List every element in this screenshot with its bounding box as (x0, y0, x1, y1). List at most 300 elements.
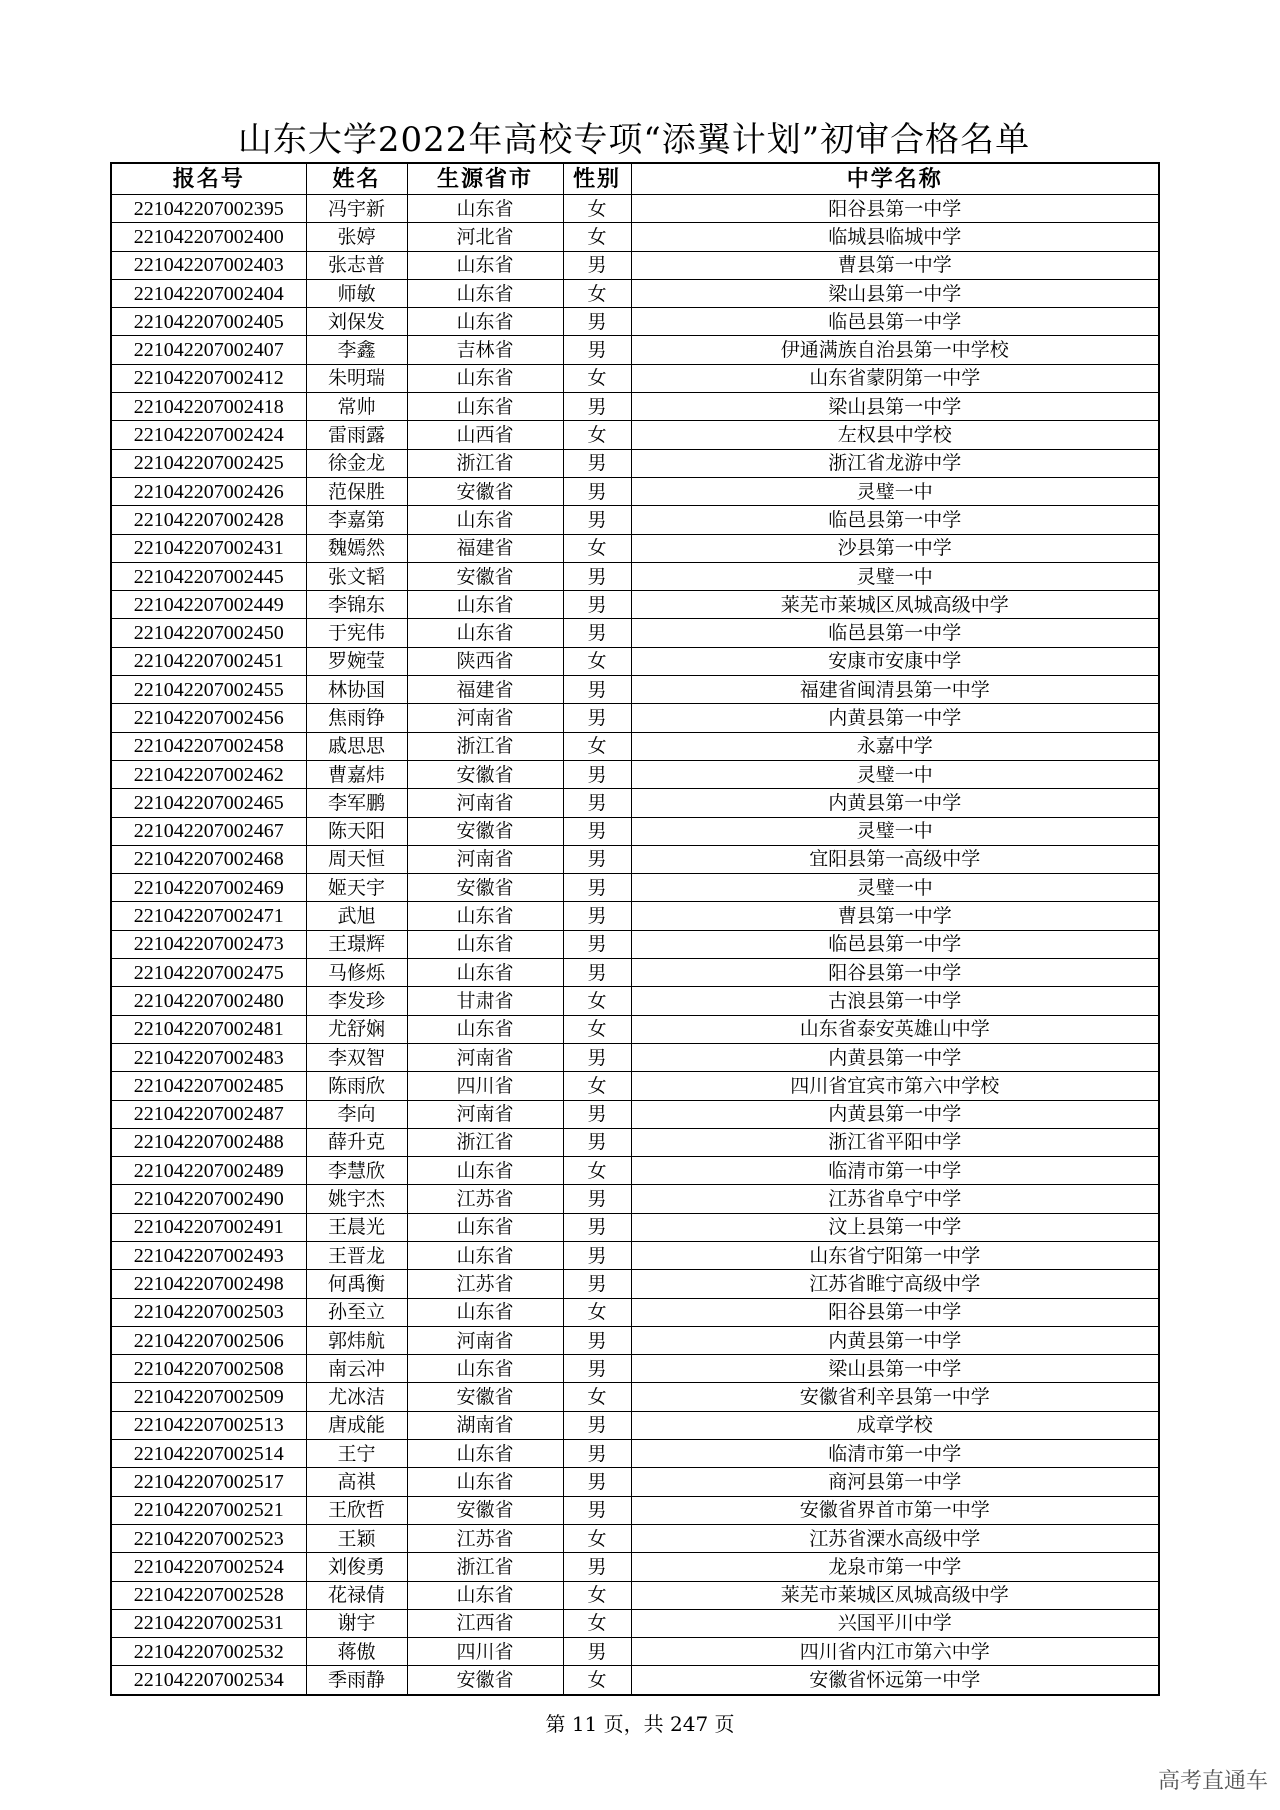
table-row (111, 1298, 1159, 1326)
cell-name: 马修烁 (306, 959, 407, 987)
cell-name: 范保胜 (306, 477, 407, 505)
cell-registration-number: 221042207002405 (111, 308, 306, 336)
table-row (111, 477, 1159, 505)
table-header (111, 163, 1159, 195)
cell-name: 季雨静 (306, 1666, 407, 1695)
cell-registration-number: 221042207002431 (111, 534, 306, 562)
cell-registration-number: 221042207002426 (111, 477, 306, 505)
cell-registration-number: 221042207002465 (111, 789, 306, 817)
cell-province: 江西省 (407, 1609, 563, 1637)
cell-gender: 男 (563, 1100, 631, 1128)
cell-school-name: 浙江省平阳中学 (631, 1128, 1159, 1156)
document-title: 山东大学2022年高校专项“添翼计划”初审合格名单 (237, 120, 1031, 160)
cell-gender: 女 (563, 1015, 631, 1043)
cell-gender: 男 (563, 1553, 631, 1581)
cell-gender: 女 (563, 647, 631, 675)
cell-province: 安徽省 (407, 817, 563, 845)
table-row (111, 902, 1159, 930)
table-row (111, 1638, 1159, 1666)
cell-school-name: 灵璧一中 (631, 874, 1159, 902)
cell-gender: 女 (563, 987, 631, 1015)
table-row (111, 279, 1159, 307)
cell-school-name: 梁山县第一中学 (631, 393, 1159, 421)
cell-name: 王晋龙 (306, 1241, 407, 1269)
table-row (111, 393, 1159, 421)
cell-name: 戚思思 (306, 732, 407, 760)
cell-province: 湖南省 (407, 1411, 563, 1439)
cell-school-name: 安徽省怀远第一中学 (631, 1666, 1159, 1695)
table-row (111, 591, 1159, 619)
table-row (111, 506, 1159, 534)
table-row (111, 845, 1159, 873)
cell-name: 张文韬 (306, 562, 407, 590)
cell-registration-number: 221042207002403 (111, 251, 306, 279)
cell-name: 陈雨欣 (306, 1072, 407, 1100)
cell-school-name: 内黄县第一中学 (631, 1100, 1159, 1128)
cell-gender: 女 (563, 1524, 631, 1552)
cell-province: 河南省 (407, 704, 563, 732)
cell-gender: 男 (563, 1270, 631, 1298)
cell-registration-number: 221042207002485 (111, 1072, 306, 1100)
cell-gender: 男 (563, 1411, 631, 1439)
cell-name: 南云冲 (306, 1355, 407, 1383)
cell-province: 福建省 (407, 676, 563, 704)
cell-name: 张婷 (306, 223, 407, 251)
cell-school-name: 灵璧一中 (631, 760, 1159, 788)
cell-province: 山西省 (407, 421, 563, 449)
cell-gender: 男 (563, 1326, 631, 1354)
cell-gender: 男 (563, 1355, 631, 1383)
cell-gender: 男 (563, 1496, 631, 1524)
cell-gender: 男 (563, 902, 631, 930)
cell-school-name: 商河县第一中学 (631, 1468, 1159, 1496)
table-row (111, 336, 1159, 364)
cell-gender: 男 (563, 1468, 631, 1496)
header-row (111, 163, 1159, 195)
cell-school-name: 莱芜市莱城区凤城高级中学 (631, 1581, 1159, 1609)
header-province: 生源省市 (407, 163, 563, 195)
table-row (111, 534, 1159, 562)
cell-school-name: 宜阳县第一高级中学 (631, 845, 1159, 873)
cell-province: 安徽省 (407, 1666, 563, 1695)
cell-province: 四川省 (407, 1638, 563, 1666)
cell-province: 浙江省 (407, 449, 563, 477)
cell-registration-number: 221042207002517 (111, 1468, 306, 1496)
cell-registration-number: 221042207002481 (111, 1015, 306, 1043)
cell-registration-number: 221042207002475 (111, 959, 306, 987)
header-name: 姓名 (306, 163, 407, 195)
cell-school-name: 江苏省阜宁中学 (631, 1185, 1159, 1213)
cell-province: 河南省 (407, 1326, 563, 1354)
table-row (111, 987, 1159, 1015)
cell-gender: 男 (563, 760, 631, 788)
cell-province: 江苏省 (407, 1524, 563, 1552)
cell-province: 安徽省 (407, 1383, 563, 1411)
cell-name: 姚宇杰 (306, 1185, 407, 1213)
cell-registration-number: 221042207002468 (111, 845, 306, 873)
cell-name: 雷雨露 (306, 421, 407, 449)
table-row (111, 1666, 1159, 1695)
table-row (111, 1468, 1159, 1496)
cell-school-name: 江苏省睢宁高级中学 (631, 1270, 1159, 1298)
table-row (111, 619, 1159, 647)
table-row (111, 1440, 1159, 1468)
cell-school-name: 沙县第一中学 (631, 534, 1159, 562)
cell-province: 山东省 (407, 1355, 563, 1383)
cell-name: 王晨光 (306, 1213, 407, 1241)
cell-name: 花禄倩 (306, 1581, 407, 1609)
cell-province: 山东省 (407, 195, 563, 223)
table-row (111, 223, 1159, 251)
cell-province: 安徽省 (407, 760, 563, 788)
cell-province: 山东省 (407, 364, 563, 392)
cell-registration-number: 221042207002513 (111, 1411, 306, 1439)
cell-province: 山东省 (407, 619, 563, 647)
cell-name: 刘俊勇 (306, 1553, 407, 1581)
cell-school-name: 临邑县第一中学 (631, 308, 1159, 336)
cell-school-name: 曹县第一中学 (631, 902, 1159, 930)
cell-school-name: 阳谷县第一中学 (631, 959, 1159, 987)
cell-province: 浙江省 (407, 1553, 563, 1581)
table-row (111, 930, 1159, 958)
cell-school-name: 伊通满族自治县第一中学校 (631, 336, 1159, 364)
cell-school-name: 临清市第一中学 (631, 1157, 1159, 1185)
table-row (111, 1157, 1159, 1185)
cell-registration-number: 221042207002455 (111, 676, 306, 704)
cell-school-name: 梁山县第一中学 (631, 279, 1159, 307)
cell-province: 山东省 (407, 393, 563, 421)
cell-registration-number: 221042207002467 (111, 817, 306, 845)
cell-name: 李鑫 (306, 336, 407, 364)
table-row (111, 874, 1159, 902)
cell-registration-number: 221042207002531 (111, 1609, 306, 1637)
cell-gender: 男 (563, 251, 631, 279)
cell-province: 四川省 (407, 1072, 563, 1100)
cell-school-name: 灵璧一中 (631, 562, 1159, 590)
cell-school-name: 内黄县第一中学 (631, 1326, 1159, 1354)
table-row (111, 732, 1159, 760)
cell-registration-number: 221042207002473 (111, 930, 306, 958)
cell-gender: 男 (563, 1213, 631, 1241)
cell-name: 张志普 (306, 251, 407, 279)
cell-registration-number: 221042207002498 (111, 1270, 306, 1298)
cell-name: 李发珍 (306, 987, 407, 1015)
page-footer: 第 11 页，共 247 页 (545, 1712, 735, 1736)
table-row (111, 1213, 1159, 1241)
cell-gender: 男 (563, 1043, 631, 1071)
cell-school-name: 阳谷县第一中学 (631, 195, 1159, 223)
cell-name: 王颖 (306, 1524, 407, 1552)
cell-school-name: 江苏省溧水高级中学 (631, 1524, 1159, 1552)
cell-gender: 女 (563, 534, 631, 562)
cell-gender: 男 (563, 1638, 631, 1666)
table-row (111, 364, 1159, 392)
cell-gender: 男 (563, 817, 631, 845)
cell-name: 焦雨铮 (306, 704, 407, 732)
cell-gender: 男 (563, 308, 631, 336)
cell-province: 河南省 (407, 789, 563, 817)
cell-registration-number: 221042207002524 (111, 1553, 306, 1581)
cell-registration-number: 221042207002534 (111, 1666, 306, 1695)
cell-name: 魏嫣然 (306, 534, 407, 562)
cell-name: 武旭 (306, 902, 407, 930)
table-row (111, 1581, 1159, 1609)
cell-name: 李嘉第 (306, 506, 407, 534)
cell-name: 谢宇 (306, 1609, 407, 1637)
cell-registration-number: 221042207002490 (111, 1185, 306, 1213)
cell-school-name: 阳谷县第一中学 (631, 1298, 1159, 1326)
table-row (111, 1411, 1159, 1439)
cell-school-name: 成章学校 (631, 1411, 1159, 1439)
cell-name: 尤舒娴 (306, 1015, 407, 1043)
cell-name: 王璟辉 (306, 930, 407, 958)
cell-registration-number: 221042207002523 (111, 1524, 306, 1552)
cell-school-name: 临邑县第一中学 (631, 619, 1159, 647)
cell-name: 李向 (306, 1100, 407, 1128)
cell-gender: 女 (563, 1383, 631, 1411)
cell-school-name: 莱芜市莱城区凤城高级中学 (631, 591, 1159, 619)
cell-school-name: 曹县第一中学 (631, 251, 1159, 279)
cell-school-name: 山东省宁阳第一中学 (631, 1241, 1159, 1269)
cell-name: 王欣哲 (306, 1496, 407, 1524)
cell-school-name: 汶上县第一中学 (631, 1213, 1159, 1241)
table-row (111, 1553, 1159, 1581)
cell-registration-number: 221042207002483 (111, 1043, 306, 1071)
cell-gender: 女 (563, 1609, 631, 1637)
cell-gender: 女 (563, 1666, 631, 1695)
cell-gender: 男 (563, 930, 631, 958)
cell-gender: 女 (563, 195, 631, 223)
cell-school-name: 山东省泰安英雄山中学 (631, 1015, 1159, 1043)
cell-school-name: 龙泉市第一中学 (631, 1553, 1159, 1581)
cell-name: 于宪伟 (306, 619, 407, 647)
table-row (111, 760, 1159, 788)
cell-province: 山东省 (407, 1213, 563, 1241)
cell-gender: 女 (563, 223, 631, 251)
cell-gender: 男 (563, 1185, 631, 1213)
cell-gender: 男 (563, 874, 631, 902)
cell-province: 河北省 (407, 223, 563, 251)
cell-name: 李慧欣 (306, 1157, 407, 1185)
table-row (111, 1326, 1159, 1354)
cell-gender: 男 (563, 704, 631, 732)
cell-registration-number: 221042207002471 (111, 902, 306, 930)
table-row (111, 1100, 1159, 1128)
cell-province: 河南省 (407, 845, 563, 873)
cell-province: 甘肃省 (407, 987, 563, 1015)
cell-name: 郭炜航 (306, 1326, 407, 1354)
table-row (111, 676, 1159, 704)
cell-name: 陈天阳 (306, 817, 407, 845)
cell-registration-number: 221042207002395 (111, 195, 306, 223)
cell-school-name: 四川省宜宾市第六中学校 (631, 1072, 1159, 1100)
cell-gender: 男 (563, 591, 631, 619)
cell-registration-number: 221042207002404 (111, 279, 306, 307)
cell-name: 唐成能 (306, 1411, 407, 1439)
qualified-list-table (110, 162, 1160, 1696)
cell-registration-number: 221042207002489 (111, 1157, 306, 1185)
cell-school-name: 临城县临城中学 (631, 223, 1159, 251)
cell-name: 师敏 (306, 279, 407, 307)
cell-name: 常帅 (306, 393, 407, 421)
cell-school-name: 内黄县第一中学 (631, 789, 1159, 817)
cell-school-name: 安康市安康中学 (631, 647, 1159, 675)
cell-province: 山东省 (407, 1298, 563, 1326)
cell-registration-number: 221042207002425 (111, 449, 306, 477)
table-row (111, 1072, 1159, 1100)
cell-school-name: 临清市第一中学 (631, 1440, 1159, 1468)
cell-registration-number: 221042207002528 (111, 1581, 306, 1609)
cell-gender: 男 (563, 393, 631, 421)
cell-name: 冯宇新 (306, 195, 407, 223)
table-row (111, 421, 1159, 449)
cell-registration-number: 221042207002412 (111, 364, 306, 392)
cell-gender: 男 (563, 477, 631, 505)
cell-name: 李锦东 (306, 591, 407, 619)
table-row (111, 1383, 1159, 1411)
cell-name: 徐金龙 (306, 449, 407, 477)
header-gender: 性别 (563, 163, 631, 195)
cell-province: 江苏省 (407, 1185, 563, 1213)
cell-province: 山东省 (407, 506, 563, 534)
cell-gender: 男 (563, 676, 631, 704)
cell-name: 曹嘉炜 (306, 760, 407, 788)
cell-province: 浙江省 (407, 732, 563, 760)
cell-registration-number: 221042207002487 (111, 1100, 306, 1128)
cell-province: 山东省 (407, 1241, 563, 1269)
cell-gender: 女 (563, 1157, 631, 1185)
table-row (111, 704, 1159, 732)
cell-gender: 男 (563, 449, 631, 477)
cell-registration-number: 221042207002491 (111, 1213, 306, 1241)
cell-gender: 男 (563, 336, 631, 364)
cell-registration-number: 221042207002532 (111, 1638, 306, 1666)
table-body (111, 195, 1159, 1695)
cell-province: 安徽省 (407, 1496, 563, 1524)
cell-gender: 女 (563, 1581, 631, 1609)
cell-registration-number: 221042207002493 (111, 1241, 306, 1269)
cell-name: 朱明瑞 (306, 364, 407, 392)
cell-gender: 男 (563, 789, 631, 817)
cell-name: 高祺 (306, 1468, 407, 1496)
cell-registration-number: 221042207002514 (111, 1440, 306, 1468)
cell-gender: 女 (563, 279, 631, 307)
cell-province: 山东省 (407, 930, 563, 958)
cell-registration-number: 221042207002521 (111, 1496, 306, 1524)
cell-school-name: 安徽省界首市第一中学 (631, 1496, 1159, 1524)
cell-province: 山东省 (407, 959, 563, 987)
cell-registration-number: 221042207002424 (111, 421, 306, 449)
cell-registration-number: 221042207002428 (111, 506, 306, 534)
cell-province: 吉林省 (407, 336, 563, 364)
cell-province: 山东省 (407, 1015, 563, 1043)
cell-province: 安徽省 (407, 477, 563, 505)
cell-school-name: 灵璧一中 (631, 477, 1159, 505)
cell-province: 山东省 (407, 1581, 563, 1609)
table-row (111, 1241, 1159, 1269)
table-row (111, 959, 1159, 987)
cell-gender: 男 (563, 1128, 631, 1156)
table-row (111, 195, 1159, 223)
table-row (111, 1496, 1159, 1524)
cell-name: 薛升克 (306, 1128, 407, 1156)
cell-school-name: 古浪县第一中学 (631, 987, 1159, 1015)
cell-province: 浙江省 (407, 1128, 563, 1156)
table-row (111, 789, 1159, 817)
cell-province: 安徽省 (407, 874, 563, 902)
table-row (111, 1609, 1159, 1637)
table-row (111, 817, 1159, 845)
table-row (111, 449, 1159, 477)
cell-gender: 男 (563, 619, 631, 647)
cell-province: 安徽省 (407, 562, 563, 590)
cell-school-name: 永嘉中学 (631, 732, 1159, 760)
cell-province: 山东省 (407, 1468, 563, 1496)
cell-registration-number: 221042207002508 (111, 1355, 306, 1383)
cell-registration-number: 221042207002458 (111, 732, 306, 760)
header-school-name: 中学名称 (631, 163, 1159, 195)
table-row (111, 1015, 1159, 1043)
table-row (111, 1355, 1159, 1383)
cell-school-name: 四川省内江市第六中学 (631, 1638, 1159, 1666)
table-row (111, 1524, 1159, 1552)
cell-registration-number: 221042207002480 (111, 987, 306, 1015)
cell-registration-number: 221042207002445 (111, 562, 306, 590)
table-row (111, 647, 1159, 675)
cell-registration-number: 221042207002407 (111, 336, 306, 364)
cell-province: 江苏省 (407, 1270, 563, 1298)
cell-registration-number: 221042207002506 (111, 1326, 306, 1354)
cell-registration-number: 221042207002488 (111, 1128, 306, 1156)
cell-name: 蒋傲 (306, 1638, 407, 1666)
cell-gender: 男 (563, 1440, 631, 1468)
cell-name: 李军鹏 (306, 789, 407, 817)
table-row (111, 1185, 1159, 1213)
cell-registration-number: 221042207002449 (111, 591, 306, 619)
table-row (111, 1270, 1159, 1298)
cell-gender: 女 (563, 1298, 631, 1326)
cell-registration-number: 221042207002462 (111, 760, 306, 788)
cell-registration-number: 221042207002451 (111, 647, 306, 675)
cell-school-name: 山东省蒙阴第一中学 (631, 364, 1159, 392)
table-row (111, 251, 1159, 279)
cell-gender: 女 (563, 421, 631, 449)
cell-gender: 女 (563, 1072, 631, 1100)
cell-school-name: 安徽省利辛县第一中学 (631, 1383, 1159, 1411)
cell-name: 尤冰洁 (306, 1383, 407, 1411)
cell-school-name: 浙江省龙游中学 (631, 449, 1159, 477)
table-row (111, 562, 1159, 590)
cell-name: 李双智 (306, 1043, 407, 1071)
cell-province: 山东省 (407, 902, 563, 930)
cell-school-name: 兴国平川中学 (631, 1609, 1159, 1637)
cell-province: 河南省 (407, 1043, 563, 1071)
cell-province: 山东省 (407, 251, 563, 279)
cell-province: 河南省 (407, 1100, 563, 1128)
cell-registration-number: 221042207002418 (111, 393, 306, 421)
cell-school-name: 内黄县第一中学 (631, 1043, 1159, 1071)
cell-province: 山东省 (407, 1157, 563, 1185)
cell-school-name: 梁山县第一中学 (631, 1355, 1159, 1383)
cell-province: 山东省 (407, 279, 563, 307)
cell-registration-number: 221042207002456 (111, 704, 306, 732)
cell-name: 罗婉莹 (306, 647, 407, 675)
cell-registration-number: 221042207002469 (111, 874, 306, 902)
cell-name: 周天恒 (306, 845, 407, 873)
table-row (111, 1043, 1159, 1071)
cell-registration-number: 221042207002400 (111, 223, 306, 251)
cell-province: 福建省 (407, 534, 563, 562)
